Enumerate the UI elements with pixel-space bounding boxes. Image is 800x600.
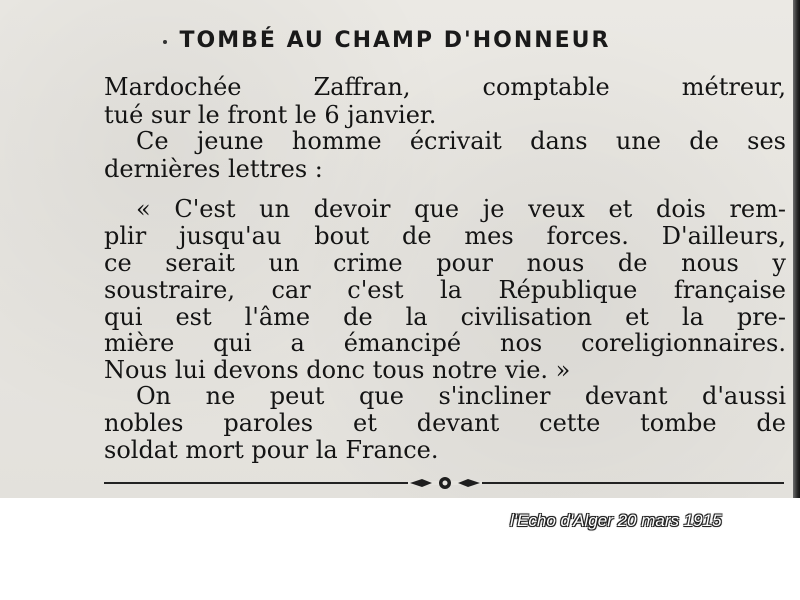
clipping-edge-shadow xyxy=(793,0,800,498)
article-line-14: soldat mort pour la France. xyxy=(104,436,439,464)
separator-ornament-icon xyxy=(408,474,482,492)
article-line-2: tué sur le front le 6 janvier. xyxy=(104,101,437,129)
article-line-7: ce serait un crime pour nous de nous y xyxy=(104,249,786,277)
article-line-9: qui est l'âme de la civilisation et la pre- xyxy=(104,303,786,331)
article-line-5: « C'est un devoir que je veux et dois rem- xyxy=(136,195,786,223)
article-line-3: Ce jeune homme écrivait dans une de ses xyxy=(136,127,786,155)
article-line-1: Mardochée Zaffran, comptable métreur, xyxy=(104,73,786,101)
article-line-10: mière qui a émancipé nos coreligionnaires. xyxy=(104,329,786,357)
article-line-4: dernières lettres : xyxy=(104,155,323,183)
article-line-8: soustraire, car c'est la République française xyxy=(104,276,786,304)
article-line-13: nobles paroles et devant cette tombe de xyxy=(104,409,786,437)
article-line-6: plir jusqu'au bout de mes forces. D'ailleurs, xyxy=(104,222,786,250)
article-line-11: Nous lui devons donc tous notre vie. » xyxy=(104,356,571,384)
article-headline: TOMBÉ AU CHAMP D'HONNEUR xyxy=(179,28,611,53)
article-line-12: On ne peut que s'incliner devant d'aussi xyxy=(136,382,786,410)
source-caption: l'Echo d'Alger 20 mars 1915 xyxy=(510,511,722,530)
